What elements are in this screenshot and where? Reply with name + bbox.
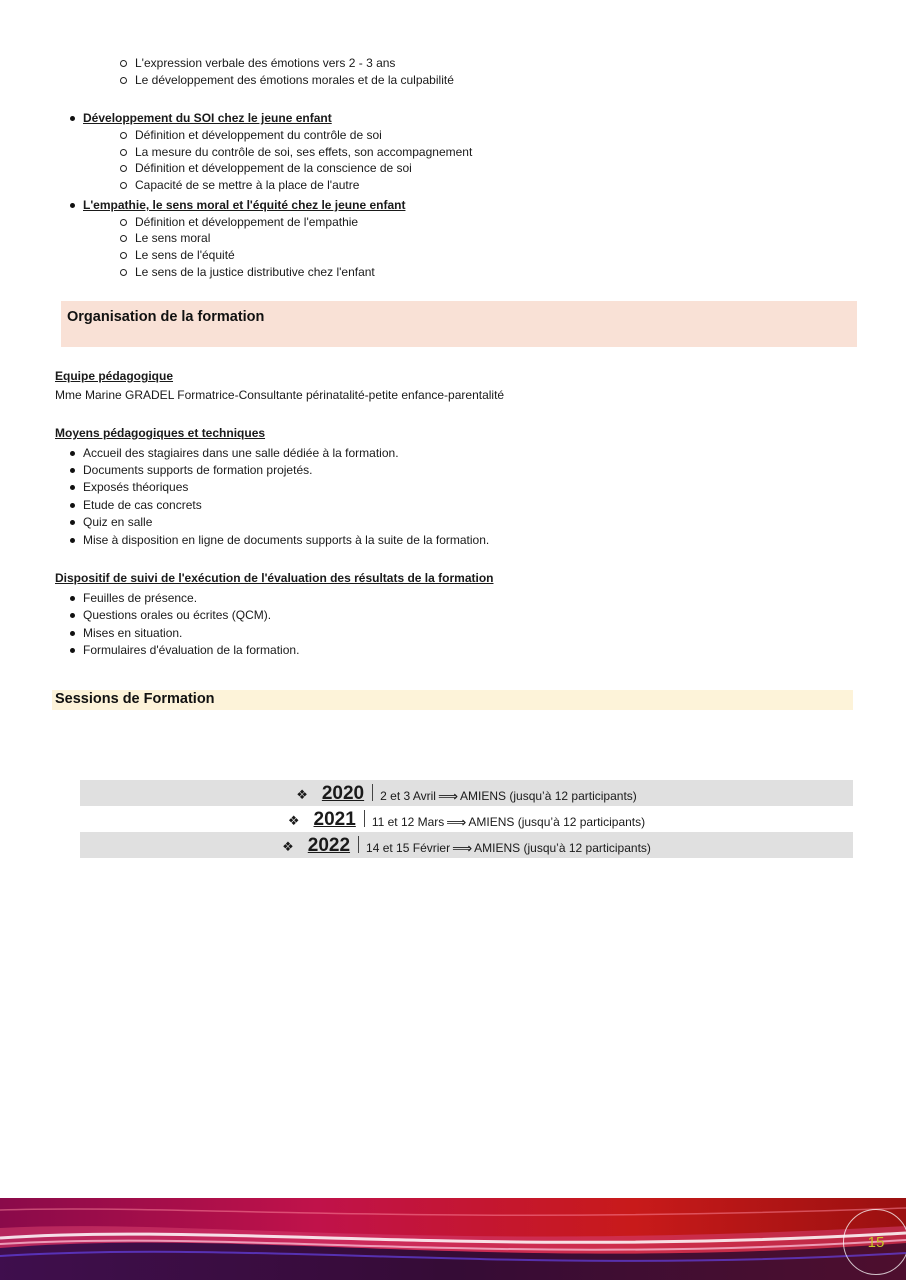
moyens-item: Exposés théoriques [83,480,189,494]
page-number-badge [843,1209,906,1275]
sub-list-item: Le développement des émotions morales et de la culpabilité [135,73,454,87]
session-place: AMIENS (jusqu’à 12 participants) [468,815,646,829]
moyens-item: Accueil des stagiaires dans une salle dédiée à la formation. [83,446,399,460]
dispositif-item: Mises en situation. [83,626,183,640]
session-row [80,832,853,858]
diamond-bullet-icon: ❖ [287,813,300,828]
session-dates: 2 et 3 Avril [380,789,436,803]
sessions-title: Sessions de Formation [55,691,215,707]
sessions-header-band [52,690,853,710]
organisation-title: Organisation de la formation [67,309,265,325]
dispositif-item: Questions orales ou écrites (QCM). [83,608,272,622]
sub-list-item: Définition et développement du contrôle de soi [135,128,382,142]
module-title: Développement du SOI chez le jeune enfant [83,111,332,125]
sub-list-item: L'expression verbale des émotions vers 2 - 3 ans [135,56,396,70]
moyens-item: Etude de cas concrets [83,498,202,512]
equipe-label: Equipe pédagogique [55,369,174,383]
session-year: 2021 [313,809,356,830]
sub-list-item: Définition et développement de la conscience de soi [135,161,412,175]
separator [364,810,365,827]
dispositif-item: Formulaires d'évaluation de la formation. [83,643,300,657]
session-dates: 11 et 12 Mars [371,815,445,829]
sub-list-item: Définition et développement de l'empathie [135,215,359,229]
double-right-arrow-icon: ⟹ [437,788,459,804]
moyens-item: Mise à disposition en ligne de documents supports à la suite de la formation. [83,533,490,547]
session-dates: 14 et 15 Février [366,841,451,855]
moyens-label: Moyens pédagogiques et techniques [55,426,266,440]
diamond-bullet-icon: ❖ [296,787,308,802]
session-place: AMIENS (jusqu’à 12 participants) [460,789,637,803]
double-right-arrow-icon: ⟹ [452,840,473,856]
separator [358,836,359,853]
session-year: 2022 [307,835,351,856]
sub-list-item: Le sens de l'équité [135,248,235,262]
separator [372,784,373,801]
session-row [80,806,853,832]
footer-decorative-band [0,1198,906,1280]
dispositif-item: Feuilles de présence. [83,591,198,605]
diamond-bullet-icon: ❖ [282,839,294,854]
moyens-item: Documents supports de formation projetés. [83,463,313,477]
dispositif-label: Dispositif de suivi de l'exécution de l'évaluation des résultats de la formation [55,571,494,585]
sub-list-item: La mesure du contrôle de soi, ses effets, son accompagnement [135,145,473,159]
module-title: L'empathie, le sens moral et l'équité chez le jeune enfant [83,198,406,212]
double-right-arrow-icon: ⟹ [446,814,467,830]
moyens-item: Quiz en salle [83,515,153,529]
organisation-header-band [61,301,857,347]
session-place: AMIENS (jusqu’à 12 participants) [474,841,651,855]
session-year: 2020 [321,783,365,804]
sub-list-item: Le sens moral [135,231,211,245]
equipe-text: Mme Marine GRADEL Formatrice-Consultante périnatalité-petite enfance-parentalité [55,388,505,402]
page-number: 15 [867,1233,885,1251]
session-row [80,780,853,806]
sub-list-item: Le sens de la justice distributive chez l'enfant [135,265,375,279]
sub-list-item: Capacité de se mettre à la place de l'autre [135,178,360,192]
